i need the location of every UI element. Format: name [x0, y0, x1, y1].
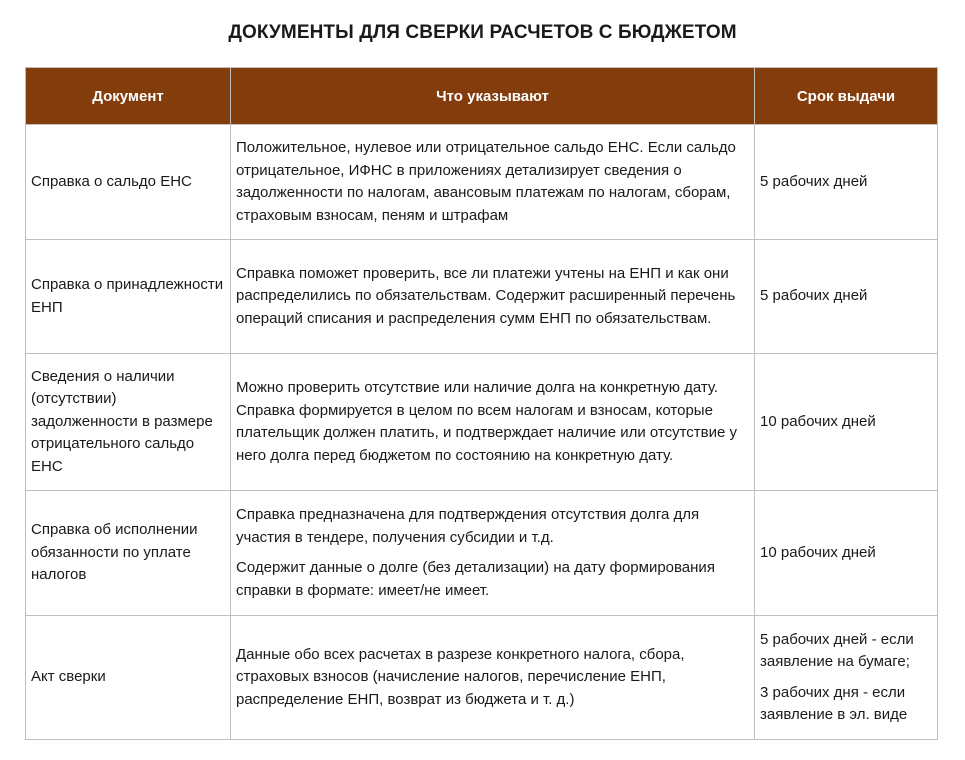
page-title: ДОКУМЕНТЫ ДЛЯ СВЕРКИ РАСЧЕТОВ С БЮДЖЕТОМ — [228, 22, 737, 43]
details-paragraph: Можно проверить отсутствие или наличие долга на конкретную дату. Справка формируется в целом по всем налогам и взносам, которые плательщик должен платить, и подтверждает наличие или отсутствие у него долга перед бюджетом по состоянию на конкретную дату. — [236, 379, 738, 464]
column-header-details: Что указывают — [231, 68, 755, 125]
cell-term — [755, 616, 938, 740]
details-paragraph: Справка предназначена для подтверждения отсутствия долга для участия в тендере, получения субсидии и т.д. — [236, 506, 700, 546]
column-header-document: Документ — [26, 68, 231, 125]
cell-details — [231, 125, 755, 240]
cell-document: Акт сверки — [26, 616, 231, 740]
cell-document: Справка о принадлежности ЕНП — [26, 240, 231, 354]
details-paragraph: Содержит данные о долге (без детализации) на дату формирования справки в формате: имеет/не имеет. — [236, 559, 715, 599]
cell-details — [231, 616, 755, 740]
cell-term — [755, 240, 938, 354]
table-header-row — [26, 68, 938, 125]
term-paragraph: 5 рабочих дней — [760, 172, 868, 190]
cell-details — [231, 491, 755, 616]
cell-term — [755, 125, 938, 240]
cell-document: Сведения о наличии (отсутствии) задолженности в размере отрицательного сальдо ЕНС — [26, 354, 231, 491]
table-row — [26, 616, 938, 740]
details-paragraph: Справка поможет проверить, все ли платежи учтены на ЕНП и как они распределились по обязательствам. Содержит расширенный перечень операций списания и распределения сумм ЕНП по обязательствам. — [236, 264, 736, 327]
cell-document: Справка об исполнении обязанности по уплате налогов — [26, 491, 231, 616]
term-paragraph: 5 рабочих дней - если заявление на бумаге; — [760, 630, 914, 670]
details-paragraph: Данные обо всех расчетах в разрезе конкретного налога, сбора, страховых взносов (начисление налогов, перечисление ЕНП, распределение ЕНП, возврат из бюджета и т. д.) — [236, 645, 685, 708]
details-paragraph: Положительное, нулевое или отрицательное сальдо ЕНС. Если сальдо отрицательное, ИФНС в приложениях детализирует сведения о задолженности по налогам, авансовым платежам по налогам, сборам, страховым взносам, пеням и штрафам — [236, 139, 736, 224]
table-row — [26, 491, 938, 616]
table-row — [26, 240, 938, 354]
term-paragraph: 3 рабочих дня - если заявление в эл. виде — [760, 683, 908, 723]
documents-table — [25, 67, 938, 740]
cell-term — [755, 491, 938, 616]
cell-document: Справка о сальдо ЕНС — [26, 125, 231, 240]
term-paragraph: 10 рабочих дней — [760, 412, 876, 430]
cell-details — [231, 240, 755, 354]
cell-term — [755, 354, 938, 491]
cell-details — [231, 354, 755, 491]
term-paragraph: 10 рабочих дней — [760, 543, 876, 561]
table-row — [26, 125, 938, 240]
table-row — [26, 354, 938, 491]
column-header-term: Срок выдачи — [755, 68, 938, 125]
term-paragraph: 5 рабочих дней — [760, 287, 868, 305]
